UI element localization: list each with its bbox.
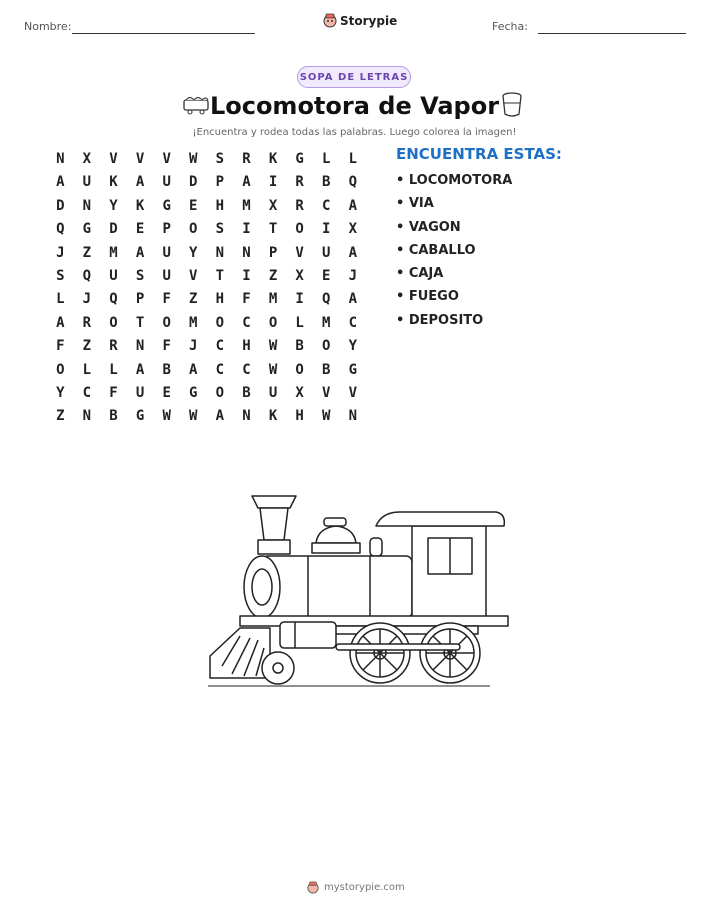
date-line bbox=[538, 33, 686, 34]
grid-letter[interactable]: F bbox=[242, 291, 251, 308]
grid-letter[interactable]: I bbox=[242, 267, 251, 284]
grid-letter[interactable]: J bbox=[348, 267, 358, 284]
name-label: Nombre: bbox=[24, 20, 72, 33]
word-list-item: • LOCOMOTORA bbox=[396, 173, 513, 188]
grid-letter[interactable]: A bbox=[56, 174, 65, 191]
grid-letter[interactable]: M bbox=[189, 314, 198, 331]
grid-letter[interactable]: Z bbox=[82, 244, 92, 261]
grid-letter[interactable]: T bbox=[215, 267, 225, 284]
word-list-title: ENCUENTRA ESTAS: bbox=[396, 145, 562, 163]
grid-letter[interactable]: O bbox=[109, 314, 118, 331]
grid-letter[interactable]: W bbox=[162, 408, 171, 425]
word-list bbox=[396, 172, 512, 335]
word-list-item: • FUEGO bbox=[396, 289, 459, 305]
grid-letter[interactable]: C bbox=[215, 338, 225, 355]
grid-letter[interactable]: R bbox=[109, 338, 118, 355]
grid-row bbox=[47, 288, 366, 311]
grid-letter[interactable]: X bbox=[82, 151, 92, 167]
grid-letter[interactable]: Z bbox=[56, 408, 65, 425]
grid-letter[interactable]: X bbox=[268, 197, 278, 214]
grid-letter[interactable]: S bbox=[56, 267, 65, 284]
grid-letter[interactable]: H bbox=[242, 338, 251, 355]
grid-letter[interactable]: P bbox=[268, 244, 278, 261]
grid-letter[interactable]: P bbox=[162, 221, 171, 238]
grid-letter[interactable]: A bbox=[189, 361, 198, 378]
grid-letter[interactable]: B bbox=[295, 338, 304, 355]
grid-letter[interactable]: G bbox=[82, 221, 92, 238]
grid-letter[interactable]: W bbox=[189, 151, 198, 167]
grid-letter[interactable]: V bbox=[189, 267, 198, 284]
grid-letter[interactable]: A bbox=[135, 174, 145, 191]
storypie-mascot-icon bbox=[323, 13, 337, 28]
grid-letter[interactable]: L bbox=[56, 291, 65, 308]
grid-letter[interactable]: G bbox=[348, 361, 358, 378]
instructions: ¡Encuentra y rodea todas las palabras. Luego colorea la imagen! bbox=[192, 127, 517, 138]
storypie-mascot-icon bbox=[307, 881, 319, 894]
grid-row bbox=[47, 312, 366, 335]
grid-letter[interactable]: U bbox=[322, 244, 331, 261]
footer-url[interactable]: mystorypie.com bbox=[324, 882, 405, 893]
name-line bbox=[72, 33, 255, 34]
grid-letter[interactable]: V bbox=[135, 151, 145, 167]
grid-letter[interactable]: F bbox=[109, 384, 118, 401]
grid-letter[interactable]: A bbox=[135, 244, 145, 261]
brand-name: Storypie bbox=[340, 13, 398, 28]
grid-letter[interactable]: M bbox=[322, 314, 331, 331]
grid-letter[interactable]: B bbox=[109, 408, 118, 425]
grid-letter[interactable]: U bbox=[135, 384, 145, 401]
grid-letter[interactable]: A bbox=[135, 361, 145, 378]
grid-letter[interactable]: G bbox=[135, 408, 145, 425]
grid-letter[interactable]: O bbox=[162, 314, 171, 331]
storypie-logo bbox=[323, 13, 397, 28]
grid-letter[interactable]: V bbox=[162, 151, 171, 167]
grid-letter[interactable]: B bbox=[322, 174, 331, 191]
grid-letter[interactable]: A bbox=[242, 174, 251, 191]
grid-letter[interactable]: A bbox=[348, 197, 358, 214]
grid-letter[interactable]: L bbox=[82, 361, 92, 378]
grid-letter[interactable]: Q bbox=[82, 267, 92, 284]
grid-letter[interactable]: Y bbox=[189, 244, 198, 261]
grid-letter[interactable]: H bbox=[215, 291, 225, 308]
grid-row bbox=[47, 148, 366, 171]
grid-row bbox=[47, 218, 366, 241]
grid-letter[interactable]: U bbox=[109, 267, 118, 284]
grid-letter[interactable]: Q bbox=[56, 221, 65, 238]
grid-letter[interactable]: O bbox=[322, 338, 331, 355]
grid-letter[interactable]: H bbox=[295, 408, 304, 425]
grid-letter[interactable]: B bbox=[322, 361, 331, 378]
grid-letter[interactable]: G bbox=[295, 151, 304, 167]
grid-letter[interactable]: S bbox=[215, 221, 225, 238]
grid-letter[interactable]: N bbox=[135, 338, 145, 355]
grid-letter[interactable]: N bbox=[242, 408, 251, 425]
grid-letter[interactable]: O bbox=[56, 361, 65, 378]
grid-letter[interactable]: Q bbox=[109, 291, 118, 308]
grid-letter[interactable]: C bbox=[82, 384, 92, 401]
grid-letter[interactable]: Q bbox=[322, 291, 331, 308]
grid-letter[interactable]: K bbox=[135, 197, 145, 214]
grid-letter[interactable]: E bbox=[322, 267, 331, 284]
grid-letter[interactable]: X bbox=[295, 267, 304, 284]
grid-letter[interactable]: W bbox=[189, 408, 198, 425]
grid-letter[interactable]: Q bbox=[348, 174, 358, 191]
grid-letter[interactable]: W bbox=[268, 361, 278, 378]
grid-letter[interactable]: N bbox=[56, 151, 65, 167]
grid-letter[interactable]: W bbox=[322, 408, 331, 425]
grid-letter[interactable]: I bbox=[268, 174, 278, 191]
grid-letter[interactable]: Y bbox=[109, 197, 118, 214]
grid-letter[interactable]: D bbox=[56, 197, 65, 214]
footer bbox=[307, 881, 405, 894]
word-search-grid bbox=[47, 148, 366, 429]
word-list-item: • DEPOSITO bbox=[396, 312, 484, 328]
grid-letter[interactable]: R bbox=[82, 314, 92, 331]
grid-letter[interactable]: I bbox=[242, 221, 251, 238]
grid-letter[interactable]: L bbox=[348, 151, 358, 167]
grid-letter[interactable]: U bbox=[162, 174, 171, 191]
grid-letter[interactable]: K bbox=[268, 408, 278, 425]
grid-letter[interactable]: V bbox=[109, 151, 118, 167]
word-list-item: • VIA bbox=[396, 196, 434, 212]
grid-letter[interactable]: X bbox=[295, 384, 304, 401]
grid-letter[interactable]: Y bbox=[348, 338, 358, 355]
grid-letter[interactable]: P bbox=[135, 291, 145, 308]
word-list-item: • CAJA bbox=[396, 266, 444, 282]
grid-letter[interactable]: U bbox=[162, 267, 171, 284]
grid-row bbox=[47, 265, 366, 288]
grid-letter[interactable]: S bbox=[215, 151, 225, 167]
grid-letter[interactable]: V bbox=[348, 384, 358, 401]
grid-row bbox=[47, 171, 366, 194]
grid-letter[interactable]: C bbox=[242, 314, 251, 331]
grid-letter[interactable]: Y bbox=[56, 384, 65, 401]
word-list-item: • VAGON bbox=[396, 219, 461, 235]
grid-letter[interactable]: W bbox=[268, 338, 278, 355]
grid-letter[interactable]: Z bbox=[82, 338, 92, 355]
grid-letter[interactable]: C bbox=[348, 314, 358, 331]
grid-letter[interactable]: A bbox=[215, 408, 225, 425]
grid-letter[interactable]: N bbox=[82, 408, 92, 425]
grid-letter[interactable]: O bbox=[189, 221, 198, 238]
grid-letter[interactable]: O bbox=[215, 314, 225, 331]
grid-letter[interactable]: R bbox=[295, 174, 304, 191]
grid-letter[interactable]: F bbox=[162, 338, 171, 355]
grid-letter[interactable]: E bbox=[162, 384, 171, 401]
grid-letter[interactable]: G bbox=[189, 384, 198, 401]
grid-letter[interactable]: A bbox=[348, 244, 358, 261]
grid-letter[interactable]: N bbox=[215, 244, 225, 261]
page-title: Locomotora de Vapor bbox=[209, 92, 500, 120]
grid-letter[interactable]: C bbox=[322, 197, 331, 214]
grid-letter[interactable]: C bbox=[215, 361, 225, 378]
grid-row bbox=[47, 242, 366, 265]
grid-letter[interactable]: N bbox=[348, 408, 358, 425]
grid-letter[interactable]: J bbox=[189, 338, 198, 355]
grid-letter[interactable]: D bbox=[189, 174, 198, 191]
grid-letter[interactable]: A bbox=[348, 291, 358, 308]
grid-letter[interactable]: X bbox=[348, 221, 358, 238]
grid-letter[interactable]: P bbox=[215, 174, 225, 191]
grid-letter[interactable]: S bbox=[135, 267, 145, 284]
grid-letter[interactable]: G bbox=[162, 197, 171, 214]
grid-letter[interactable]: D bbox=[109, 221, 118, 238]
grid-letter[interactable]: I bbox=[322, 221, 331, 238]
date-label: Fecha: bbox=[492, 20, 528, 33]
grid-letter[interactable]: O bbox=[215, 384, 225, 401]
grid-letter[interactable]: Z bbox=[268, 267, 278, 284]
grid-letter[interactable]: O bbox=[295, 361, 304, 378]
water-tank-icon bbox=[500, 91, 524, 119]
grid-row bbox=[47, 382, 366, 405]
grid-letter[interactable]: E bbox=[135, 221, 145, 238]
grid-letter[interactable]: L bbox=[109, 361, 118, 378]
grid-letter[interactable]: V bbox=[322, 384, 331, 401]
grid-letter[interactable]: Z bbox=[189, 291, 198, 308]
grid-letter[interactable]: F bbox=[162, 291, 171, 308]
grid-letter[interactable]: U bbox=[162, 244, 171, 261]
grid-row bbox=[47, 405, 366, 428]
grid-row bbox=[47, 195, 366, 218]
grid-letter[interactable]: F bbox=[56, 338, 65, 355]
grid-letter[interactable]: B bbox=[162, 361, 171, 378]
grid-letter[interactable]: I bbox=[295, 291, 304, 308]
grid-letter[interactable]: T bbox=[268, 221, 278, 238]
grid-letter[interactable]: H bbox=[215, 197, 225, 214]
grid-row bbox=[47, 359, 366, 382]
word-list-item: • CABALLO bbox=[396, 242, 476, 258]
grid-letter[interactable]: M bbox=[242, 197, 251, 214]
grid-letter[interactable]: L bbox=[295, 314, 304, 331]
grid-letter[interactable]: B bbox=[242, 384, 251, 401]
grid-letter[interactable]: L bbox=[322, 151, 331, 167]
grid-letter[interactable]: O bbox=[268, 314, 278, 331]
grid-letter[interactable]: J bbox=[82, 291, 92, 308]
grid-letter[interactable]: N bbox=[82, 197, 92, 214]
steam-locomotive-illustration bbox=[200, 488, 512, 693]
grid-letter[interactable]: U bbox=[82, 174, 92, 191]
grid-letter[interactable]: K bbox=[109, 174, 118, 191]
activity-badge: SOPA DE LETRAS bbox=[297, 66, 411, 88]
grid-letter[interactable]: U bbox=[268, 384, 278, 401]
grid-letter[interactable]: R bbox=[242, 151, 251, 167]
grid-letter[interactable]: O bbox=[295, 221, 304, 238]
grid-letter[interactable]: E bbox=[189, 197, 198, 214]
grid-letter[interactable]: M bbox=[268, 291, 278, 308]
grid-letter[interactable]: R bbox=[295, 197, 304, 214]
grid-letter[interactable]: C bbox=[242, 361, 251, 378]
grid-letter[interactable]: A bbox=[56, 314, 65, 331]
grid-letter[interactable]: K bbox=[268, 151, 278, 167]
grid-letter[interactable]: M bbox=[109, 244, 118, 261]
grid-letter[interactable]: V bbox=[295, 244, 304, 261]
grid-letter[interactable]: N bbox=[242, 244, 251, 261]
grid-letter[interactable]: J bbox=[56, 244, 65, 261]
grid-row bbox=[47, 335, 366, 358]
grid-letter[interactable]: T bbox=[135, 314, 145, 331]
